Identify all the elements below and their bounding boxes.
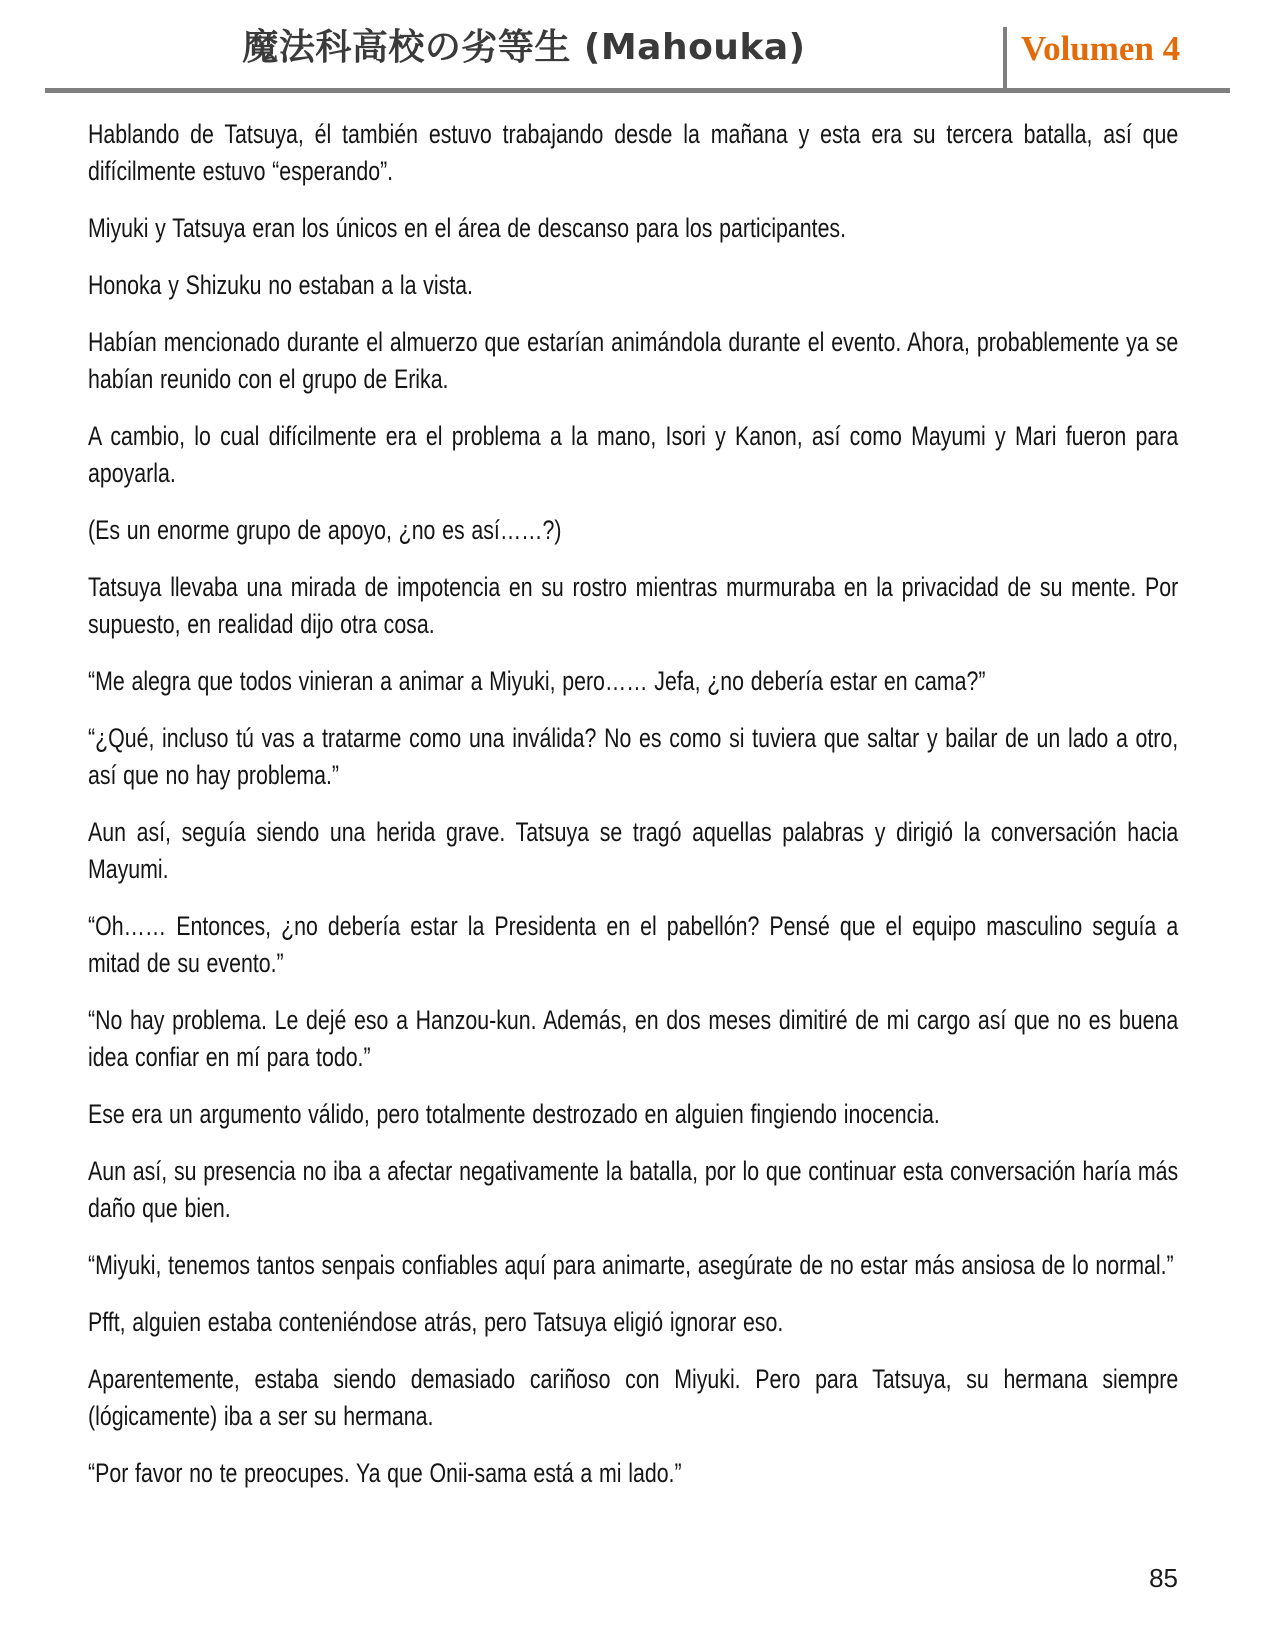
page-header <box>45 0 1230 93</box>
page-number: 85 <box>1149 1563 1178 1593</box>
page-body <box>88 116 1178 1512</box>
paragraph: Habían mencionado durante el almuerzo que estarían animándola durante el evento. Ahora, probablemente ya se habían reunido con el grupo de Erika. <box>88 327 1179 394</box>
paragraph: Miyuki y Tatsuya eran los únicos en el área de descanso para los participantes. <box>88 213 847 243</box>
paragraph: Aparentemente, estaba siendo demasiado cariñoso con Miyuki. Pero para Tatsuya, su hermana siempre (lógicamente) iba a ser su hermana. <box>88 1364 1179 1431</box>
volume-label: Volumen 4 <box>1021 29 1181 68</box>
header-horizontal-rule <box>45 88 1230 93</box>
paragraph: Honoka y Shizuku no estaban a la vista. <box>88 270 473 300</box>
paragraph: “Por favor no te preocupes. Ya que Onii-sama está a mi lado.” <box>88 1458 682 1488</box>
paragraph: Aun así, su presencia no iba a afectar negativamente la batalla, por lo que continuar esta conversación haría más daño que bien. <box>88 1156 1179 1223</box>
paragraph: Hablando de Tatsuya, él también estuvo trabajando desde la mañana y esta era su tercera batalla, así que difícilmente estuvo “esperando”. <box>88 119 1179 186</box>
header-vertical-divider <box>1003 27 1007 88</box>
paragraph: Tatsuya llevaba una mirada de impotencia en su rostro mientras murmuraba en la privacidad de su mente. Por supuesto, en realidad dijo otra cosa. <box>88 572 1179 639</box>
paragraph: Aun así, seguía siendo una herida grave. Tatsuya se tragó aquellas palabras y dirigió la conversación hacia Mayumi. <box>88 817 1179 884</box>
paragraph: Pfft, alguien estaba conteniéndose atrás, pero Tatsuya eligió ignorar eso. <box>88 1307 784 1337</box>
book-title: 魔法科高校の劣等生 (Mahouka) <box>242 27 806 68</box>
paragraph: “Oh…… Entonces, ¿no debería estar la Presidenta en el pabellón? Pensé que el equipo masculino seguía a mitad de su evento.” <box>88 911 1179 978</box>
paragraph: Ese era un argumento válido, pero totalmente destrozado en alguien fingiendo inocencia. <box>88 1099 940 1129</box>
paragraph: A cambio, lo cual difícilmente era el problema a la mano, Isori y Kanon, así como Mayumi y Mari fueron para apoyarla. <box>88 421 1179 488</box>
paragraph: “¿Qué, incluso tú vas a tratarme como una inválida? No es como si tuviera que saltar y bailar de un lado a otro, así que no hay problema.” <box>88 723 1179 790</box>
paragraph: “No hay problema. Le dejé eso a Hanzou-kun. Además, en dos meses dimitiré de mi cargo así que no es buena idea confiar en mí para todo.” <box>88 1005 1179 1072</box>
paragraph: (Es un enorme grupo de apoyo, ¿no es así……?) <box>88 515 562 545</box>
paragraph: “Me alegra que todos vinieran a animar a Miyuki, pero…… Jefa, ¿no debería estar en cama?” <box>88 666 986 696</box>
paragraph: “Miyuki, tenemos tantos senpais confiables aquí para animarte, asegúrate de no estar más ansiosa de lo normal.” <box>88 1250 1174 1280</box>
text-column <box>88 116 1178 1492</box>
